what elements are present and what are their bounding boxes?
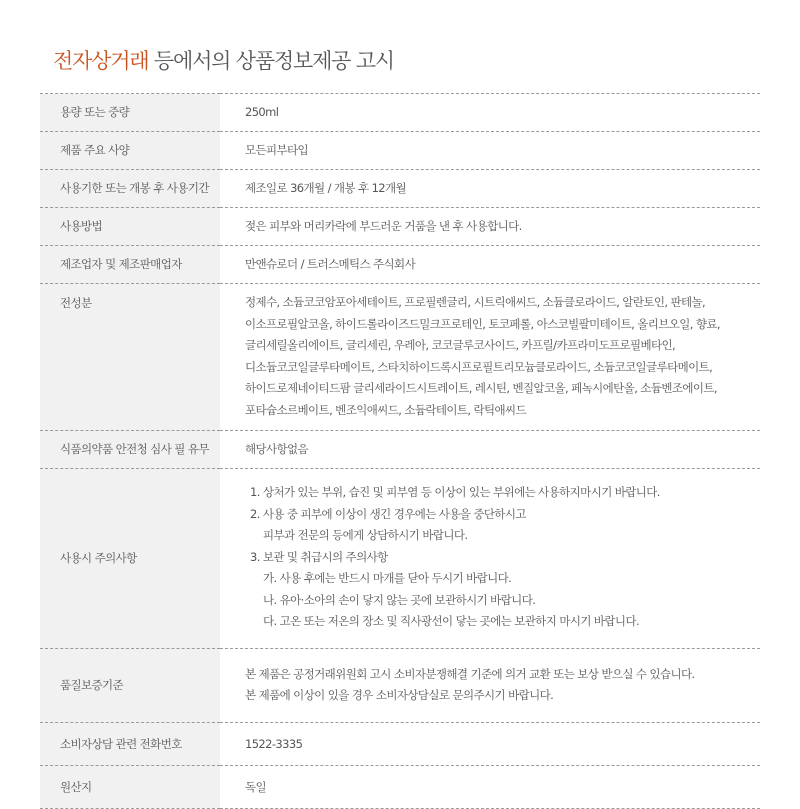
ingredients-line: 정제수, 소듐코코암포아세테이트, 프로필렌글리, 시트릭애씨드, 소듐클로라이드, 알란토인, 판테놀,	[245, 295, 706, 309]
row-value-ingredients	[220, 284, 760, 431]
table-row	[40, 208, 760, 246]
row-value-expiry: 제조일로 36개월 / 개봉 후 12개월	[220, 170, 760, 208]
row-label-expiry: 사용기한 또는 개봉 후 사용기간	[40, 170, 220, 208]
caution-line: 다. 고온 또는 저온의 장소 및 직사광선이 닿는 곳에는 보관하지 마시기 바랍니다.	[263, 614, 640, 628]
title-rest: 등에서의 상품정보제공 고시	[148, 49, 394, 73]
table-row	[40, 722, 760, 765]
table-row	[40, 284, 760, 431]
table-row	[40, 469, 760, 649]
row-label-volume: 용량 또는 중량	[40, 94, 220, 132]
product-info-table	[40, 93, 760, 809]
ingredients-line: 디소듐코코일글루타메이트, 스타치하이드록시프로필트리모늄클로라이드, 소듐코코일글루타메이트,	[245, 359, 713, 374]
row-label-cautions: 사용시 주의사항	[40, 469, 220, 649]
ingredients-line: 포타슘소르베이트, 벤조익애씨드, 소듐락테이트, 락틱애씨드	[245, 402, 527, 417]
table-row	[40, 765, 760, 808]
caution-line: 나. 유아·소아의 손이 닿지 않는 곳에 보관하시기 바랍니다.	[263, 592, 536, 607]
row-value-specs: 모든피부타입	[220, 132, 760, 170]
row-label-ingredients: 전성분	[40, 284, 220, 431]
row-label-maker: 제조업자 및 제조판매업자	[40, 246, 220, 284]
table-row	[40, 431, 760, 469]
row-value-origin: 독일	[220, 765, 760, 808]
row-value-maker: 만앤슈로더 / 트러스메틱스 주식회사	[220, 246, 760, 284]
caution-line: 1. 상처가 있는 부위, 습진 및 피부염 등 이상이 있는 부위에는 사용하지마시기 바랍니다.	[250, 485, 660, 499]
caution-line: 3. 보관 및 취급시의 주의사항	[250, 549, 388, 564]
page-title	[53, 45, 394, 75]
table-row	[40, 648, 760, 722]
row-value-volume: 250ml	[220, 94, 760, 132]
table-row	[40, 132, 760, 170]
table-row	[40, 94, 760, 132]
title-accent: 전자상거래	[53, 49, 149, 73]
caution-line: 2. 사용 중 피부에 이상이 생긴 경우에는 사용을 중단하시고	[250, 506, 526, 521]
row-label-quality: 품질보증기준	[40, 648, 220, 722]
row-label-usage: 사용방법	[40, 208, 220, 246]
row-value-usage: 젖은 피부와 머리카락에 부드러운 거품을 낸 후 사용합니다.	[220, 208, 760, 246]
table-row	[40, 170, 760, 208]
row-label-kfda: 식품의약품 안전청 심사 필 유무	[40, 431, 220, 469]
row-label-phone: 소비자상담 관련 전화번호	[40, 722, 220, 765]
row-value-quality	[220, 648, 760, 722]
ingredients-line: 하이드로제네이티드팜 글리세라이드시트레이트, 레시틴, 벤질알코올, 페녹시에탄올, 소듐벤조에이트,	[245, 381, 717, 395]
table-row	[40, 246, 760, 284]
ingredients-line: 이소프로필알코올, 하이드롤라이즈드밀크프로테인, 토코페롤, 아스코빌팔미테이트, 올리브오일, 향료,	[245, 316, 720, 331]
caution-line: 피부과 전문의 등에게 상담하시기 바랍니다.	[263, 528, 468, 542]
row-label-origin: 원산지	[40, 765, 220, 808]
quality-line: 본 제품에 이상이 있을 경우 소비자상담실로 문의주시기 바랍니다.	[245, 687, 554, 702]
caution-line: 가. 사용 후에는 반드시 마개를 닫아 두시기 바랍니다.	[263, 571, 512, 585]
quality-line: 본 제품은 공정거래위원회 고시 소비자분쟁해결 기준에 의거 교환 또는 보상 받으실 수 있습니다.	[245, 666, 695, 681]
row-label-specs: 제품 주요 사양	[40, 132, 220, 170]
row-value-phone: 1522-3335	[220, 722, 760, 765]
ingredients-line: 글리세릴올리에이트, 글리세린, 우레아, 코코글루코사이드, 카프릴/카프라미도프로필베타인,	[245, 338, 676, 352]
row-value-kfda: 해당사항없음	[220, 431, 760, 469]
row-value-cautions	[220, 469, 760, 649]
